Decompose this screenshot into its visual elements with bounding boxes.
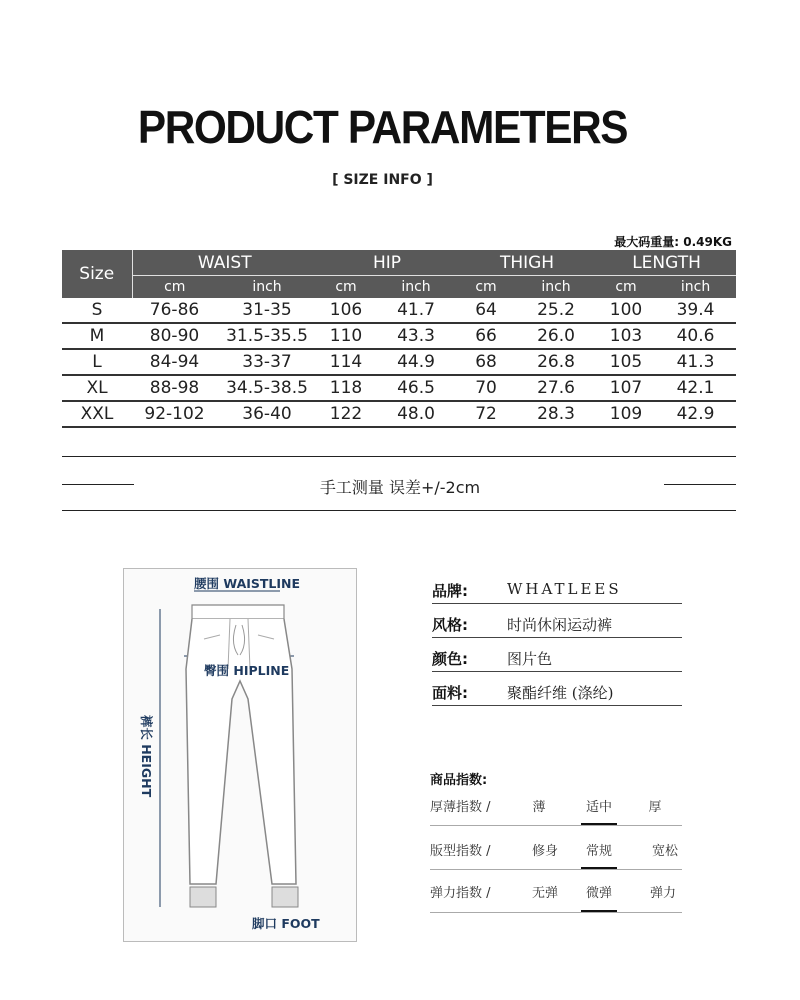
pants-measurement-diagram bbox=[123, 568, 357, 942]
measurement-cell: 80-90 bbox=[132, 323, 217, 349]
measurement-cell: 72 bbox=[457, 401, 515, 427]
info-underline bbox=[432, 637, 682, 638]
size-cell: L bbox=[62, 349, 132, 375]
unit-header: inch bbox=[515, 276, 597, 299]
thickness-index-label: 厚薄指数 / bbox=[430, 800, 491, 815]
measurement-cell: 42.9 bbox=[655, 401, 736, 427]
measurement-cell: 39.4 bbox=[655, 298, 736, 323]
size-cell: XXL bbox=[62, 401, 132, 427]
measurement-cell: 92-102 bbox=[132, 401, 217, 427]
group-header-hip: HIP bbox=[317, 250, 457, 276]
unit-header: inch bbox=[217, 276, 317, 299]
measurement-cell: 44.9 bbox=[375, 349, 457, 375]
measurement-cell: 36-40 bbox=[217, 401, 317, 427]
fabric-value: 聚酯纤维 (涤纶) bbox=[507, 684, 614, 702]
measurement-cell: 40.6 bbox=[655, 323, 736, 349]
fit-option: 常规 bbox=[585, 844, 612, 859]
elasticity-option: 无弹 bbox=[531, 886, 558, 901]
measurement-error-note: 手工测量 误差+/-2cm bbox=[319, 478, 481, 497]
index-divider bbox=[430, 825, 682, 826]
measurement-cell: 66 bbox=[457, 323, 515, 349]
style-value: 时尚休闲运动裤 bbox=[507, 616, 613, 634]
elasticity-option: 微弹 bbox=[585, 886, 612, 901]
measurement-cell: 31-35 bbox=[217, 298, 317, 323]
style-label: 风格: bbox=[432, 616, 468, 634]
measurement-cell: 43.3 bbox=[375, 323, 457, 349]
thickness-option: 厚 bbox=[648, 800, 662, 815]
fit-option: 修身 bbox=[531, 844, 558, 859]
unit-header: cm bbox=[457, 276, 515, 299]
brand-label: 品牌: bbox=[432, 582, 468, 600]
size-column-header: Size bbox=[62, 250, 132, 298]
measurement-cell: 118 bbox=[317, 375, 375, 401]
info-underline bbox=[432, 603, 682, 604]
measurement-cell: 48.0 bbox=[375, 401, 457, 427]
measurement-cell: 109 bbox=[597, 401, 655, 427]
measurement-cell: 33-37 bbox=[217, 349, 317, 375]
measurement-cell: 41.3 bbox=[655, 349, 736, 375]
measurement-cell: 100 bbox=[597, 298, 655, 323]
height-label: 裤长 HEIGHT bbox=[139, 714, 155, 798]
index-divider bbox=[430, 869, 682, 870]
unit-header: inch bbox=[655, 276, 736, 299]
elasticity-option: 弹力 bbox=[649, 886, 676, 901]
unit-header: cm bbox=[132, 276, 217, 299]
thickness-option: 适中 bbox=[585, 800, 612, 815]
size-info-subtitle: [ SIZE INFO ] bbox=[332, 172, 433, 188]
measurement-cell: 70 bbox=[457, 375, 515, 401]
size-cell: M bbox=[62, 323, 132, 349]
color-label: 颜色: bbox=[432, 650, 468, 668]
foot-label: 脚口 FOOT bbox=[252, 916, 320, 931]
measurement-cell: 84-94 bbox=[132, 349, 217, 375]
table-row bbox=[62, 401, 736, 427]
elasticity-index-label: 弹力指数 / bbox=[430, 886, 491, 901]
unit-header: cm bbox=[317, 276, 375, 299]
measurement-cell: 41.7 bbox=[375, 298, 457, 323]
info-underline bbox=[432, 705, 682, 706]
measurement-cell: 27.6 bbox=[515, 375, 597, 401]
group-header-waist: WAIST bbox=[132, 250, 317, 276]
fabric-label: 面料: bbox=[432, 684, 468, 702]
fit-index-label: 版型指数 / bbox=[430, 844, 491, 859]
page-title: PRODUCT PARAMETERS bbox=[137, 101, 628, 153]
measurement-cell: 114 bbox=[317, 349, 375, 375]
color-value: 图片色 bbox=[507, 650, 553, 668]
brand-value: WHATLEES bbox=[507, 580, 622, 598]
table-row bbox=[62, 298, 736, 323]
max-weight-note: 最大码重量: 0.49KG bbox=[614, 235, 732, 249]
fit-option: 宽松 bbox=[651, 844, 678, 859]
unit-header: inch bbox=[375, 276, 457, 299]
measurement-cell: 110 bbox=[317, 323, 375, 349]
measurement-cell: 122 bbox=[317, 401, 375, 427]
measurement-cell: 106 bbox=[317, 298, 375, 323]
table-row bbox=[62, 375, 736, 401]
size-cell: S bbox=[62, 298, 132, 323]
group-header-length: LENGTH bbox=[597, 250, 736, 276]
size-cell: XL bbox=[62, 375, 132, 401]
measurement-cell: 28.3 bbox=[515, 401, 597, 427]
hipline-label: 臀围 HIPLINE bbox=[204, 663, 290, 678]
measurement-cell: 42.1 bbox=[655, 375, 736, 401]
measurement-cell: 88-98 bbox=[132, 375, 217, 401]
thickness-option: 薄 bbox=[532, 800, 546, 815]
measurement-cell: 25.2 bbox=[515, 298, 597, 323]
measurement-cell: 31.5-35.5 bbox=[217, 323, 317, 349]
product-index-title: 商品指数: bbox=[430, 773, 488, 788]
index-divider bbox=[430, 912, 682, 913]
measurement-cell: 34.5-38.5 bbox=[217, 375, 317, 401]
size-table bbox=[62, 250, 736, 428]
waistline-label: 腰围 WAISTLINE bbox=[194, 576, 301, 591]
table-row bbox=[62, 349, 736, 375]
pants-illustration bbox=[124, 569, 356, 941]
unit-header: cm bbox=[597, 276, 655, 299]
measurement-cell: 76-86 bbox=[132, 298, 217, 323]
measurement-cell: 26.0 bbox=[515, 323, 597, 349]
table-row bbox=[62, 323, 736, 349]
measurement-cell: 64 bbox=[457, 298, 515, 323]
measurement-cell: 26.8 bbox=[515, 349, 597, 375]
divider bbox=[62, 456, 736, 457]
divider bbox=[62, 510, 736, 511]
measurement-cell: 107 bbox=[597, 375, 655, 401]
group-header-thigh: THIGH bbox=[457, 250, 597, 276]
measurement-cell: 68 bbox=[457, 349, 515, 375]
measurement-cell: 103 bbox=[597, 323, 655, 349]
measurement-cell: 46.5 bbox=[375, 375, 457, 401]
measurement-cell: 105 bbox=[597, 349, 655, 375]
info-underline bbox=[432, 671, 682, 672]
